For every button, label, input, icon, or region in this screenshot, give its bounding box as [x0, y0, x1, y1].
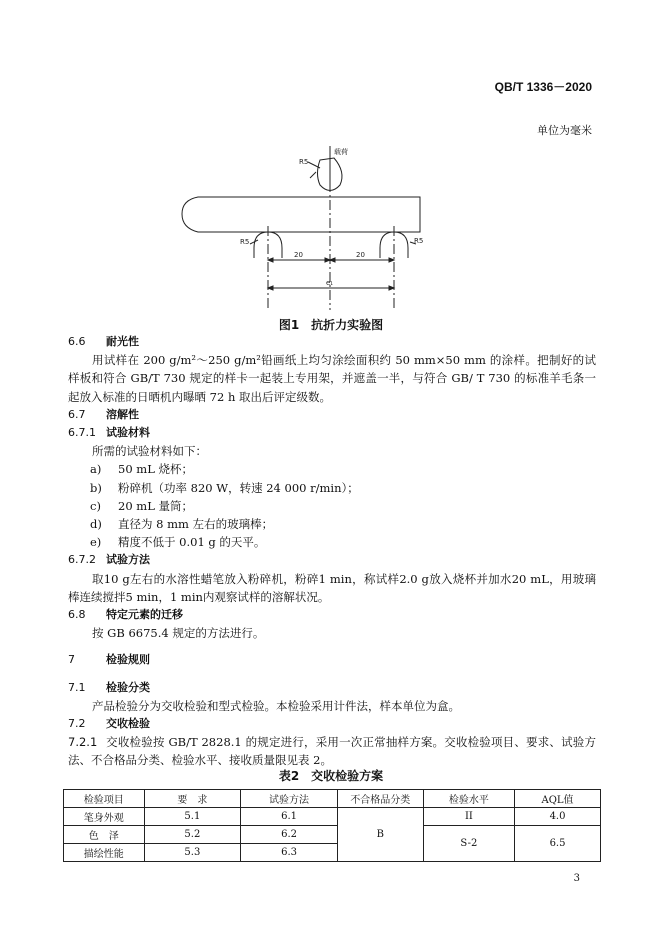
paragraph: 所需的试验材料如下：	[92, 444, 207, 459]
section-heading: 7.1 检验分类	[68, 680, 150, 694]
table-header-row	[64, 790, 601, 808]
table-row	[64, 808, 601, 826]
cell-method: 6.1	[241, 808, 338, 826]
paragraph: 用试样在 200 g/m²～250 g/m²铅画纸上均匀涂绘面积约 50 mm×50 mm 的涂样。把制好的试样板和符合 GB/T 730 规定的样卡一起装上专用架，并遮盖一半，与符合 GB/ T 730 的标准羊毛条一起放入标准的日晒机内曝晒 72 h 取出后评定级数。	[68, 353, 596, 404]
radius-label-left: R5	[240, 238, 250, 246]
cell-item: 笔身外观	[64, 808, 145, 826]
flexural-test-figure	[170, 140, 440, 315]
cell-method: 6.3	[241, 844, 338, 862]
col-header: 要 求	[144, 790, 241, 808]
load-label: 载荷	[334, 148, 348, 156]
inspection-table	[63, 789, 601, 862]
col-header: AQL值	[515, 790, 601, 808]
chapter-heading: 7 检验规则	[68, 653, 150, 667]
list-item: e) 精度不低于 0.01 g 的天平。	[90, 535, 266, 550]
table-caption: 表2 交收检验方案	[278, 769, 384, 783]
cell-aql: 4.0	[515, 808, 601, 826]
cell-req: 5.2	[144, 826, 241, 844]
section-heading: 6.8 特定元素的迁移	[68, 608, 183, 622]
paragraph: 按 GB 6675.4 规定的方法进行。	[92, 626, 265, 641]
list-item: a) 50 mL 烧杯；	[90, 462, 193, 477]
standard-code: QB/T 1336－2020	[494, 80, 592, 94]
cell-class: B	[337, 808, 423, 862]
col-header: 检验水平	[423, 790, 514, 808]
cell-req: 5.1	[144, 808, 241, 826]
cell-item: 色 泽	[64, 826, 145, 844]
paragraph: 产品检验分为交收检验和型式检验。本检验采用计件法，样本单位为盒。	[92, 698, 460, 713]
paragraph: 取10 g左右的水溶性蜡笔放入粉碎机，粉碎1 min，称试样2.0 g放入烧杯并加水20 mL，用玻璃棒连续搅拌5 min，1 min内观察试样的溶解状况。	[68, 571, 596, 604]
list-item: c) 20 mL 量筒；	[90, 498, 193, 513]
list-item: b) 粉碎机（功率 820 W，转速 24 000 r/min）；	[90, 480, 359, 495]
body-text	[68, 333, 596, 770]
section-heading: 6.6 耐光性	[68, 335, 139, 348]
dim-right: 20	[356, 251, 365, 259]
col-header: 检验项目	[64, 790, 145, 808]
list-item: d) 直径为 8 mm 左右的玻璃棒；	[90, 517, 274, 532]
section-heading: 7.2 交收检验	[68, 717, 150, 731]
section-heading: 6.7 溶解性	[68, 407, 139, 421]
figure-caption: 图1 抗折力实验图	[278, 318, 384, 332]
cell-item: 描绘性能	[64, 844, 145, 862]
cell-aql: 6.5	[515, 826, 601, 862]
table-row	[64, 826, 601, 844]
section-heading: 6.7.1 试验材料	[68, 426, 150, 440]
cell-level: S-2	[423, 826, 514, 862]
dim-total: e₁	[326, 279, 334, 287]
radius-label-top: R5	[299, 158, 309, 166]
radius-label-right: R5	[414, 237, 424, 245]
col-header: 试验方法	[241, 790, 338, 808]
cell-method: 6.2	[241, 826, 338, 844]
unit-note: 单位为毫米	[537, 124, 592, 137]
page-number: 3	[573, 873, 580, 884]
specimen	[182, 197, 420, 232]
section-heading: 6.7.2 试验方法	[68, 553, 150, 567]
cell-level: II	[423, 808, 514, 826]
dim-left: 20	[294, 251, 303, 259]
cell-req: 5.3	[144, 844, 241, 862]
paragraph-7-2-1: 7.2.1 交收检验按 GB/T 2828.1 的规定进行，采用一次正常抽样方案。交收检验项目、要求、试验方法、不合格品分类、检验水平、接收质量限见表 2。	[68, 735, 596, 768]
col-header: 不合格品分类	[337, 790, 423, 808]
